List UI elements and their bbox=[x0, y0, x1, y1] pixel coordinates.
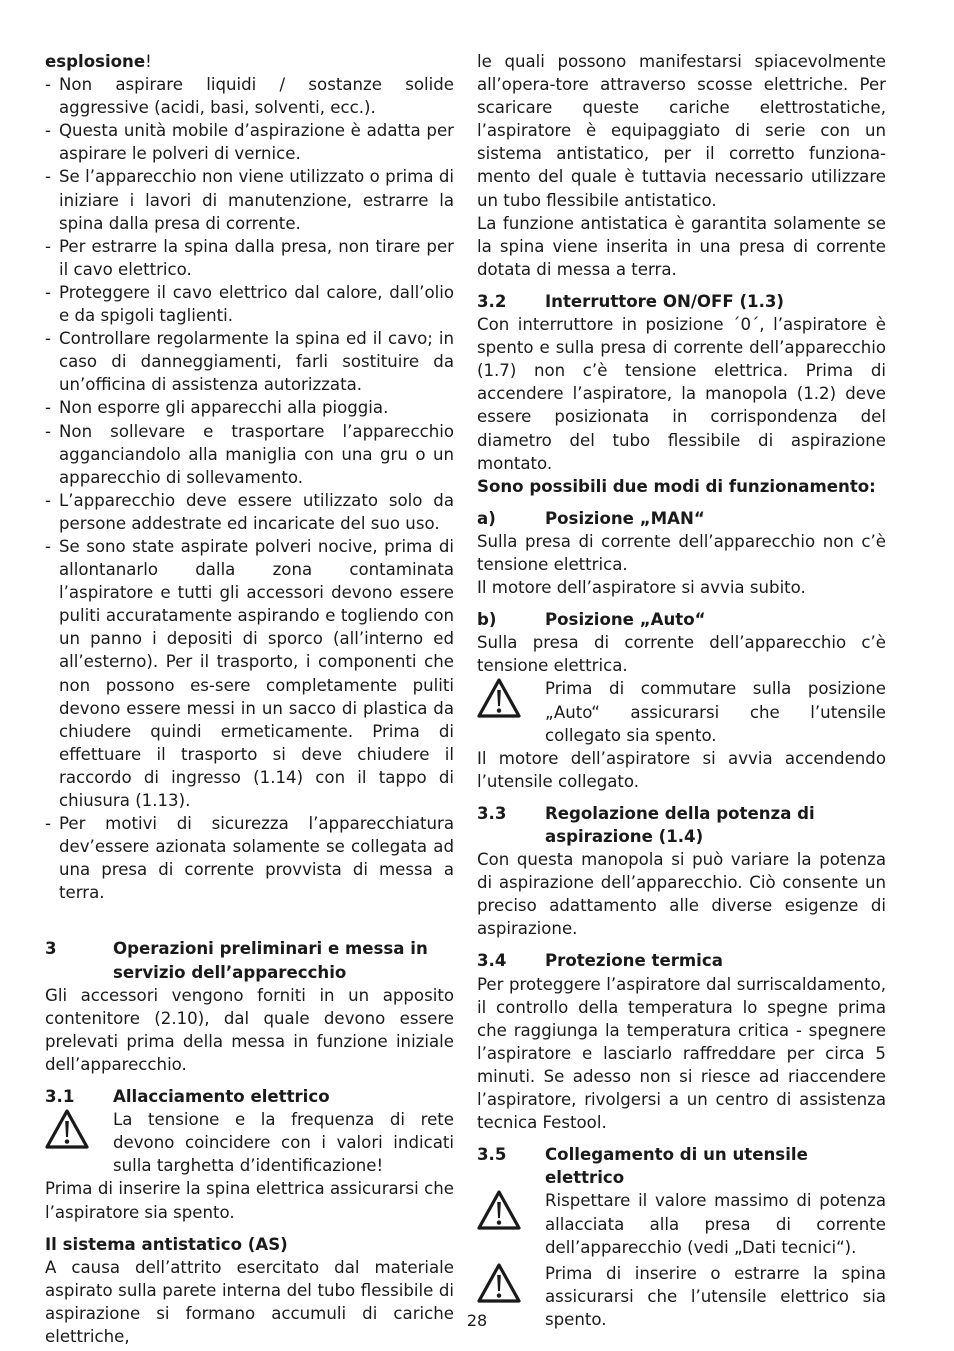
warning-block bbox=[45, 1108, 454, 1177]
section-number: 3.4 bbox=[477, 951, 507, 971]
safety-list-item: - L’apparecchio deve essere utilizzato solo da persone addestrate ed incaricate del suo uso. bbox=[45, 489, 454, 535]
safety-list-item: - Controllare regolarmente la spina ed il cavo; in caso di danneggiamenti, farli sostituire da un’officina di assistenza autorizzata. bbox=[45, 327, 454, 396]
safety-list-item: - Se sono state aspirate polveri nocive, prima di allontanarlo dalla zona contaminata l’aspiratore e tutti gli accessori devono essere puliti accuratamente aspirando e togliendo con un panno i depositi di sporco (all’interno ed all’esterno). Per il trasporto, i componenti che non possono es-sere completamente puliti devono essere messi in un sacco di plastica da chiudere quindi ermeticamente. Prima di effettuare il trasporto si deve chiudere il raccordo di ingresso (1.14) con il tappo di chiusura (1.13). bbox=[45, 535, 454, 812]
section-heading-3-3 bbox=[477, 802, 886, 848]
right-column bbox=[477, 50, 886, 1331]
warning-text: La tensione e la frequenza di rete devono coincidere con i valori indicati sulla targhetta d’identificazione! bbox=[113, 1110, 454, 1176]
section-title: Interruttore ON/OFF (1.3) bbox=[545, 291, 785, 311]
warning-icon bbox=[477, 1189, 545, 1230]
section-number: 3.1 bbox=[45, 1087, 75, 1107]
safety-list-item: - Se l’apparecchio non viene utilizzato o prima di iniziare i lavori di manutenzione, estrarre la spina dalla presa di corrente. bbox=[45, 165, 454, 234]
intro-line bbox=[45, 50, 454, 73]
section-title: Operazioni preliminari e messa in servizio dell’apparecchio bbox=[113, 939, 428, 982]
section-heading-3-4 bbox=[477, 949, 886, 972]
section-heading-3-2 bbox=[477, 290, 886, 313]
section-number: 3 bbox=[45, 939, 57, 959]
mode-a-text: Sulla presa di corrente dell’apparecchio non c’è tensione elettrica. bbox=[477, 531, 886, 574]
safety-list-item: - Proteggere il cavo elettrico dal calore, dall’olio e da spigoli taglienti. bbox=[45, 281, 454, 327]
mode-b-heading bbox=[477, 608, 886, 631]
antistatic-text: A causa dell’attrito esercitato dal materiale aspirato sulla parete interna del tubo flessibile di aspirazione si formano accumuli di cariche elettriche, bbox=[45, 1257, 454, 1346]
section-3-text: Gli accessori vengono forniti in un apposito contenitore (2.10), dal quale devono essere prelevati prima della messa in funzione iniziale dell’apparecchio. bbox=[45, 985, 454, 1074]
safety-list bbox=[45, 73, 454, 904]
section-3-1-text: Prima di inserire la spina elettrica assicurarsi che l’aspiratore sia spento. bbox=[45, 1179, 454, 1222]
safety-list-item: - Per motivi di sicurezza l’apparecchiatura dev’essere azionata solamente se collegata ad una presa di corrente provvista di messa a terra. bbox=[45, 812, 454, 904]
section-title: Regolazione della potenza di aspirazione (1.4) bbox=[545, 803, 815, 846]
mode-a-text-2: Il motore dell’aspiratore si avvia subito. bbox=[477, 578, 806, 598]
safety-list-item: - Non aspirare liquidi / sostanze solide aggressive (acidi, basi, solventi, ecc.). bbox=[45, 73, 454, 119]
warning-text: Prima di inserire o estrarre la spina assicurarsi che l’utensile elettrico sia spento. bbox=[545, 1263, 886, 1329]
section-3-2-text: Con interruttore in posizione ´0´, l’aspiratore è spento e sulla presa di corrente dell’apparecchio (1.7) non c’è tensione elettrica. Prima di accendere l’aspiratore, la manopola (1.2) deve essere posizionata in corrispondenza del diametro del tubo flessibile di aspirazione montato. bbox=[477, 315, 886, 473]
mode-b-text-2: Il motore dell’aspiratore si avvia accendendo l’utensile collegato. bbox=[477, 748, 886, 791]
mode-letter: a) bbox=[477, 508, 496, 528]
warning-icon bbox=[45, 1108, 113, 1149]
safety-list-item: - Non esporre gli apparecchi alla pioggia. bbox=[45, 396, 454, 419]
page-number: 28 bbox=[466, 1311, 488, 1330]
section-number: 3.3 bbox=[477, 803, 507, 823]
mode-title: Posizione „MAN“ bbox=[545, 508, 705, 528]
section-number: 3.5 bbox=[477, 1145, 507, 1165]
section-heading-3-1 bbox=[45, 1085, 454, 1108]
antistatic-continued: le quali possono manifestarsi spiacevolmente all’opera-tore attraverso scosse elettriche. Per scaricare queste cariche elettrostatiche, l’aspiratore è equipaggiato di serie con un sistema antistatico, per il corretto funziona-mento del quale è tuttavia necessario utilizzare un tubo flessibile antistatico. bbox=[477, 52, 886, 210]
intro-bold: esplosione bbox=[45, 52, 146, 71]
safety-list-item: - Questa unità mobile d’aspirazione è adatta per aspirare le polveri di vernice. bbox=[45, 119, 454, 165]
mode-letter: b) bbox=[477, 610, 497, 630]
section-title: Allacciamento elettrico bbox=[113, 1087, 330, 1107]
mode-a-heading bbox=[477, 507, 886, 530]
safety-list-item: - Non sollevare e trasportare l’apparecchio agganciandolo alla maniglia con una gru o un apparecchio di sollevamento. bbox=[45, 420, 454, 489]
section-title: Collegamento di un utensile elettrico bbox=[545, 1145, 808, 1188]
left-column bbox=[45, 50, 454, 1348]
intro-tail: ! bbox=[145, 52, 152, 71]
antistatic-continued-2: La funzione antistatica è garantita solamente se la spina viene inserita in una presa di corrente dotata di messa a terra. bbox=[477, 213, 886, 279]
warning-block bbox=[477, 1189, 886, 1258]
modes-title: Sono possibili due modi di funzionamento: bbox=[477, 476, 876, 496]
warning-block bbox=[477, 677, 886, 746]
section-3-4-text: Per proteggere l’aspiratore dal surriscaldamento, il controllo della temperatura lo spegne prima che raggiunga la temperatura critica - spegnere l’aspiratore e lasciarlo raffreddare per circa 5 minuti. Se adesso non si riesce ad riaccendere l’aspiratore, rivolgersi a un centro di assistenza tecnica Festool. bbox=[477, 974, 886, 1133]
mode-title: Posizione „Auto“ bbox=[545, 610, 706, 630]
warning-text: Rispettare il valore massimo di potenza allacciata alla presa di corrente dell’apparecchio (vedi „Dati tecnici“). bbox=[545, 1191, 886, 1257]
section-heading-3 bbox=[45, 937, 454, 983]
section-heading-3-5 bbox=[477, 1143, 886, 1189]
safety-list-item: - Per estrarre la spina dalla presa, non tirare per il cavo elettrico. bbox=[45, 235, 454, 281]
section-number: 3.2 bbox=[477, 291, 507, 311]
section-3-3-text: Con questa manopola si può variare la potenza di aspirazione dell’apparecchio. Ciò consente un preciso adattamento alle diverse esigenze di aspirazione. bbox=[477, 850, 886, 939]
mode-b-text: Sulla presa di corrente dell’apparecchio c’è tensione elettrica. bbox=[477, 633, 886, 676]
section-title: Protezione termica bbox=[545, 951, 723, 971]
warning-icon bbox=[477, 677, 545, 718]
antistatic-title: Il sistema antistatico (AS) bbox=[45, 1234, 288, 1254]
warning-text: Prima di commutare sulla posizione „Auto“ assicurarsi che l’utensile collegato sia spento. bbox=[545, 679, 886, 745]
warning-icon bbox=[477, 1262, 545, 1303]
